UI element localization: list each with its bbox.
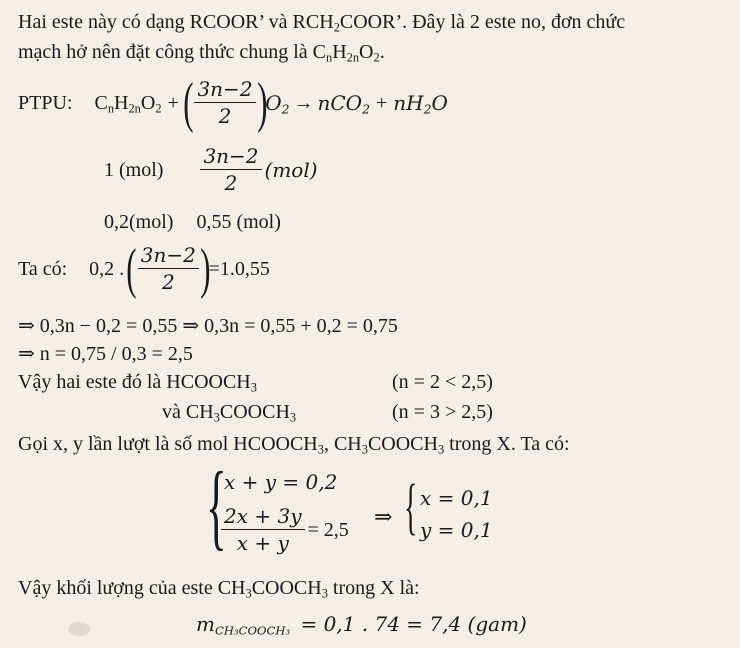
goi-text: , CH xyxy=(323,433,362,455)
intro-line-1 xyxy=(18,11,626,35)
subscript: 2n xyxy=(128,101,141,116)
condition-a: (n = 2 < 2,5) xyxy=(392,371,493,393)
fraction-numerator: 3n−2 xyxy=(200,146,261,170)
mol-left: 1 (mol) xyxy=(104,159,164,181)
goi-text: Gọi x, y lần lượt là số mol HCOOCH xyxy=(18,433,318,455)
intro-text: Hai este này có dạng RCOOR’ và RCH xyxy=(18,11,334,33)
mass-symbol: m xyxy=(196,612,215,636)
goi-line xyxy=(18,433,570,457)
fraction-numerator: 3n−2 xyxy=(138,245,199,269)
punct: . xyxy=(379,41,385,63)
final-line xyxy=(18,577,420,601)
subscript: 2 xyxy=(362,101,370,117)
intro-text: mạch hở nên đặt công thức chung là C xyxy=(18,41,326,63)
subscript: 2 xyxy=(333,20,340,35)
system-eq-1: x + y = 0,2 xyxy=(224,470,338,494)
fraction-numerator: 3n−2 xyxy=(194,79,255,103)
taco-result: =1.0,55 xyxy=(208,258,270,281)
taco-fraction xyxy=(138,245,199,293)
ptpu-equation xyxy=(18,72,448,134)
subscript: 3 xyxy=(317,442,324,457)
fraction-denominator: x + y xyxy=(236,531,289,555)
formula-part: nH xyxy=(393,91,424,116)
right-paren: ) xyxy=(200,238,211,300)
subscript: n xyxy=(107,101,115,116)
subscript: n xyxy=(326,50,333,65)
final-text: Vậy khối lượng của este CH xyxy=(18,577,246,599)
subscript: 3 xyxy=(250,380,257,395)
taco-prefix: 0,2 . xyxy=(89,258,125,281)
reactant-ester xyxy=(94,92,162,116)
taco-label: Ta có: xyxy=(18,258,68,281)
mol-right: 0,55 (mol) xyxy=(196,211,281,233)
subscript: 3 xyxy=(289,410,297,425)
reaction-arrow: → xyxy=(293,92,314,115)
final-mass-equation xyxy=(196,612,527,638)
coefficient-fraction xyxy=(194,79,255,127)
formula-part: C xyxy=(94,92,108,115)
subscript: 2 xyxy=(281,101,290,117)
subscript: 2 xyxy=(423,101,432,117)
formula-part: O xyxy=(140,92,156,115)
subscript: 2 xyxy=(373,50,380,65)
fraction-denominator: 2 xyxy=(218,104,232,129)
subscript: 3 xyxy=(361,442,368,457)
fraction-numerator: 2x + 3y xyxy=(221,506,305,530)
oxygen xyxy=(265,91,290,117)
subscript: 3 xyxy=(321,586,328,601)
intro-line-2 xyxy=(18,41,385,65)
formula-part: COOCH xyxy=(219,401,290,423)
goi-text: COOCH xyxy=(367,433,438,455)
plus-sign: + xyxy=(167,92,179,115)
subscript: CH₃COOCH₃ xyxy=(214,623,291,638)
system-left-brace: { xyxy=(206,452,227,559)
step-2: ⇒ n = 0,75 / 0,3 = 2,5 xyxy=(18,343,193,365)
conclusion-line-a xyxy=(18,371,257,395)
mol-left: 0,2(mol) xyxy=(104,211,174,233)
formula-part: O xyxy=(431,91,448,116)
subscript: 3 xyxy=(245,586,252,601)
mol-fraction xyxy=(200,146,261,194)
formula-part: O xyxy=(359,41,374,63)
mass-result: = 0,1 . 74 = 7,4 (gam) xyxy=(300,612,527,636)
conclusion-line-b xyxy=(162,401,297,425)
subscript: 2 xyxy=(155,101,162,116)
implies-arrow: ⇒ xyxy=(374,504,393,529)
mol-row-2 xyxy=(104,212,281,232)
subscript: 3 xyxy=(437,442,445,457)
conclusion-text: và CH xyxy=(162,401,214,423)
formula-part: O xyxy=(265,91,282,116)
subscript: 2n xyxy=(346,50,360,65)
formula-part: nCO xyxy=(317,91,363,116)
mol-unit: (mol) xyxy=(264,158,318,182)
conclusion-text: Vậy hai este đó là HCOOCH xyxy=(18,371,251,393)
solution-x: x = 0,1 xyxy=(420,486,493,510)
eq2-rhs: = 2,5 xyxy=(307,519,349,541)
ptpu-label: PTPU: xyxy=(18,92,73,115)
system-eq-2 xyxy=(218,506,349,554)
solution-left-brace: { xyxy=(404,473,418,541)
right-paren: ) xyxy=(256,72,268,134)
mol-row-1 xyxy=(104,146,318,194)
formula-part: H xyxy=(114,92,129,115)
fraction-denominator: 2 xyxy=(161,270,175,295)
formula-part: H xyxy=(332,41,347,63)
left-paren: ( xyxy=(126,238,137,300)
left-paren: ( xyxy=(182,72,194,134)
intro-text: COOR’. Đây là 2 este no, đơn chức xyxy=(339,11,626,33)
taco-equation xyxy=(18,238,270,300)
subscript: 3 xyxy=(213,410,220,425)
goi-text: trong X. Ta có: xyxy=(444,433,570,455)
solution-y: y = 0,1 xyxy=(420,518,493,542)
eq2-fraction xyxy=(221,506,305,554)
condition-b: (n = 3 > 2,5) xyxy=(392,401,493,423)
final-text: trong X là: xyxy=(327,577,420,599)
product-co2 xyxy=(317,91,370,117)
fraction-denominator: 2 xyxy=(224,171,238,195)
final-text: COOCH xyxy=(251,577,322,599)
page-smudge xyxy=(68,622,90,636)
product-h2o xyxy=(393,91,448,117)
step-1: ⇒ 0,3n − 0,2 = 0,55 ⇒ 0,3n = 0,55 + 0,2 = 0,75 xyxy=(18,315,398,337)
plus-sign: + xyxy=(375,92,388,115)
